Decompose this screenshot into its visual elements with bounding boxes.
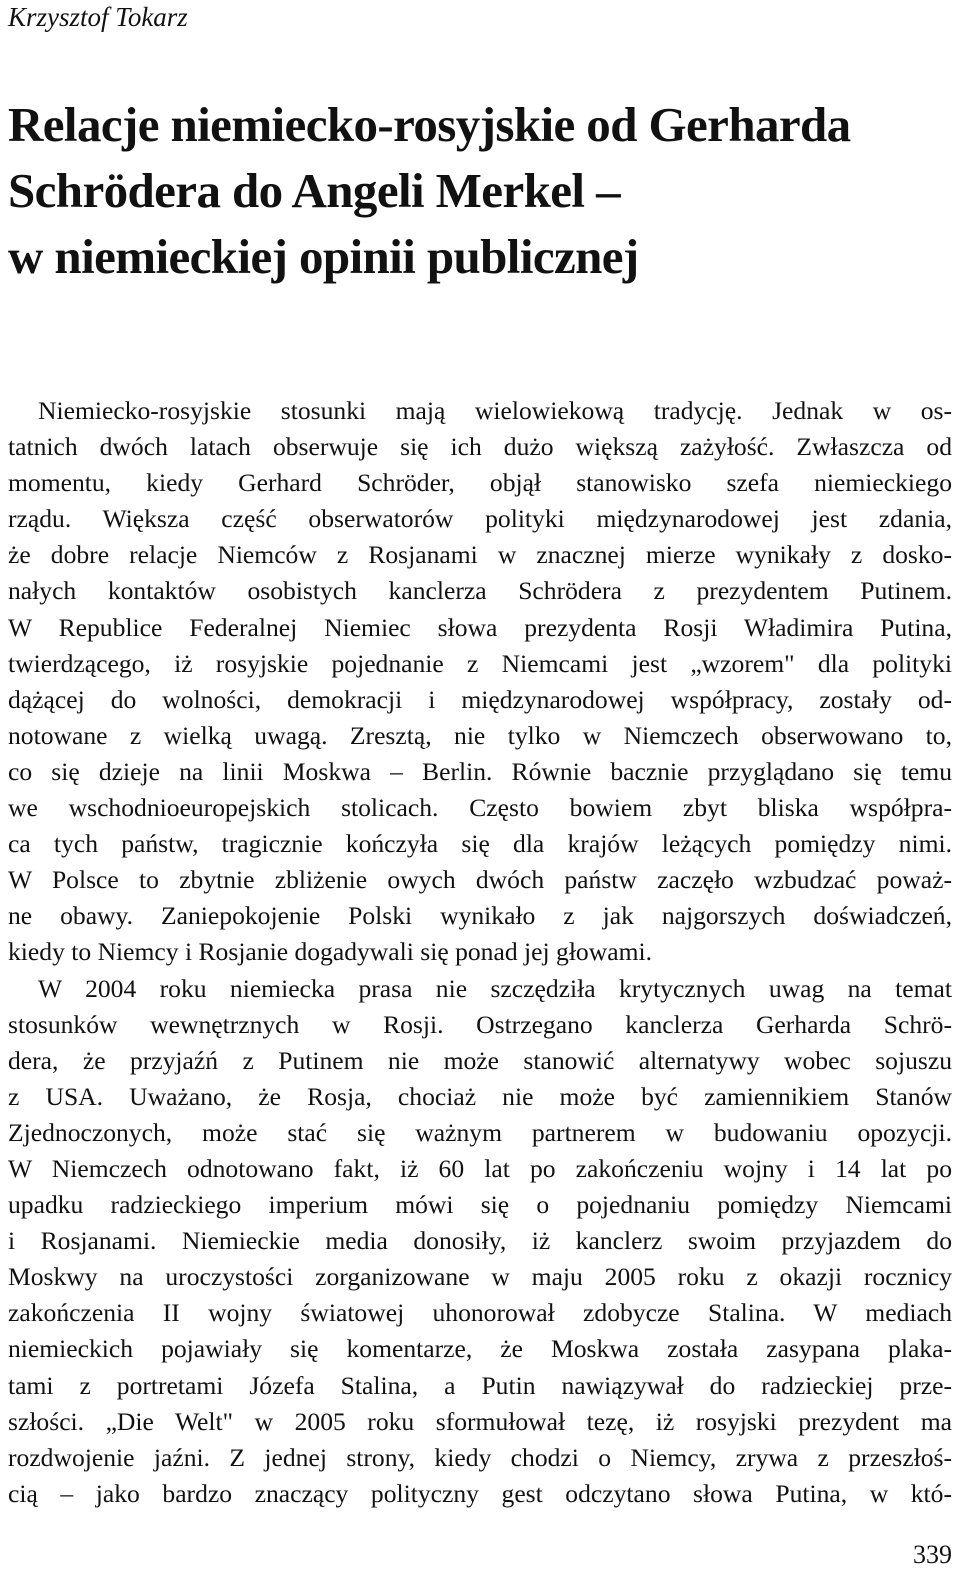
body-line: momentu, kiedy Gerhard Schröder, objął stanowisko szefa niemieckiego [8, 468, 952, 498]
body-line: notowane z wielką uwagą. Zresztą, nie tylko w Niemczech obserwowano to, [8, 720, 952, 750]
body-line: rządu. Większa część obserwatorów polityki międzynarodowej jest zdania, [8, 504, 952, 534]
body-line: W Polsce to zbytnie zbliżenie owych dwóch państw zaczęło wzbudzać poważ- [8, 865, 952, 895]
body-line: kiedy to Niemcy i Rosjanie dogadywali się ponad jej głowami. [8, 937, 652, 967]
body-line: twierdzącego, iż rosyjskie pojednanie z Niemcami jest „wzorem" dla polityki [8, 648, 952, 678]
body-line: z USA. Uważano, że Rosja, chociaż nie może być zamiennikiem Stanów [8, 1081, 952, 1111]
body-line: W Republice Federalnej Niemiec słowa prezydenta Rosji Władimira Putina, [8, 612, 952, 642]
page-number: 339 [913, 1540, 952, 1569]
body-line: Zjednoczonych, może stać się ważnym partnerem w budowaniu opozycji. [8, 1117, 952, 1147]
running-header-author: Krzysztof Tokarz [8, 2, 188, 32]
body-line: ca tych państw, tragicznie kończyła się dla krajów leżących pomiędzy nimi. [8, 829, 952, 859]
body-line: upadku radzieckiego imperium mówi się o pojednaniu pomiędzy Niemcami [8, 1190, 952, 1220]
article-title [8, 92, 953, 290]
body-line: W Niemczech odnotowano fakt, iż 60 lat po zakończeniu wojny i 14 lat po [8, 1153, 952, 1183]
body-line: ne obawy. Zaniepokojenie Polski wynikało z jak najgorszych doświadczeń, [8, 901, 952, 931]
article-body [8, 393, 952, 1512]
body-line: co się dzieje na linii Moskwa – Berlin. Równie bacznie przyglądano się temu [8, 756, 952, 786]
body-line: zakończenia II wojny światowej uhonorował zdobycze Stalina. W mediach [8, 1298, 952, 1328]
body-line: rozdwojenie jaźni. Z jednej strony, kiedy chodzi o Niemcy, zrywa z przeszłoś- [8, 1442, 952, 1472]
body-line: nałych kontaktów osobistych kanclerza Schrödera z prezydentem Putinem. [8, 576, 952, 606]
body-line: tatnich dwóch latach obserwuje się ich dużo większą zażyłość. Zwłaszcza od [8, 432, 952, 462]
body-line: Niemiecko-rosyjskie stosunki mają wielowiekową tradycję. Jednak w os- [38, 396, 952, 425]
body-line: i Rosjanami. Niemieckie media donosiły, iż kanclerz swoim przyjazdem do [8, 1226, 952, 1256]
body-line: W 2004 roku niemiecka prasa nie szczędziła krytycznych uwag na temat [38, 973, 952, 1003]
title-line: Schrödera do Angeli Merkel – [8, 163, 620, 218]
body-line: we wschodnioeuropejskich stolicach. Często bowiem zbyt bliska współpra- [8, 793, 952, 823]
body-line: niemieckich pojawiały się komentarze, że Moskwa została zasypana plaka- [8, 1334, 952, 1364]
body-line: dera, że przyjaźń z Putinem nie może stanowić alternatywy wobec sojuszu [8, 1045, 952, 1075]
body-line: Moskwy na uroczystości zorganizowane w maju 2005 roku z okazji rocznicy [8, 1262, 952, 1292]
title-line: w niemieckiej opinii publicznej [8, 229, 639, 284]
body-line: dążącej do wolności, demokracji i międzynarodowej współpracy, zostały od- [8, 684, 952, 714]
title-line: Relacje niemiecko-rosyjskie od Gerharda [8, 97, 851, 152]
body-line: szłości. „Die Welt" w 2005 roku sformułował tezę, iż rosyjski prezydent ma [8, 1406, 952, 1436]
body-line: cią – jako bardzo znaczący polityczny gest odczytano słowa Putina, w któ- [8, 1478, 952, 1508]
body-line: stosunków wewnętrznych w Rosji. Ostrzegano kanclerza Gerharda Schrö- [8, 1009, 952, 1039]
body-line: że dobre relacje Niemców z Rosjanami w znacznej mierze wynikały z dosko- [8, 540, 952, 570]
body-line: tami z portretami Józefa Stalina, a Putin nawiązywał do radzieckiej prze- [8, 1370, 952, 1400]
